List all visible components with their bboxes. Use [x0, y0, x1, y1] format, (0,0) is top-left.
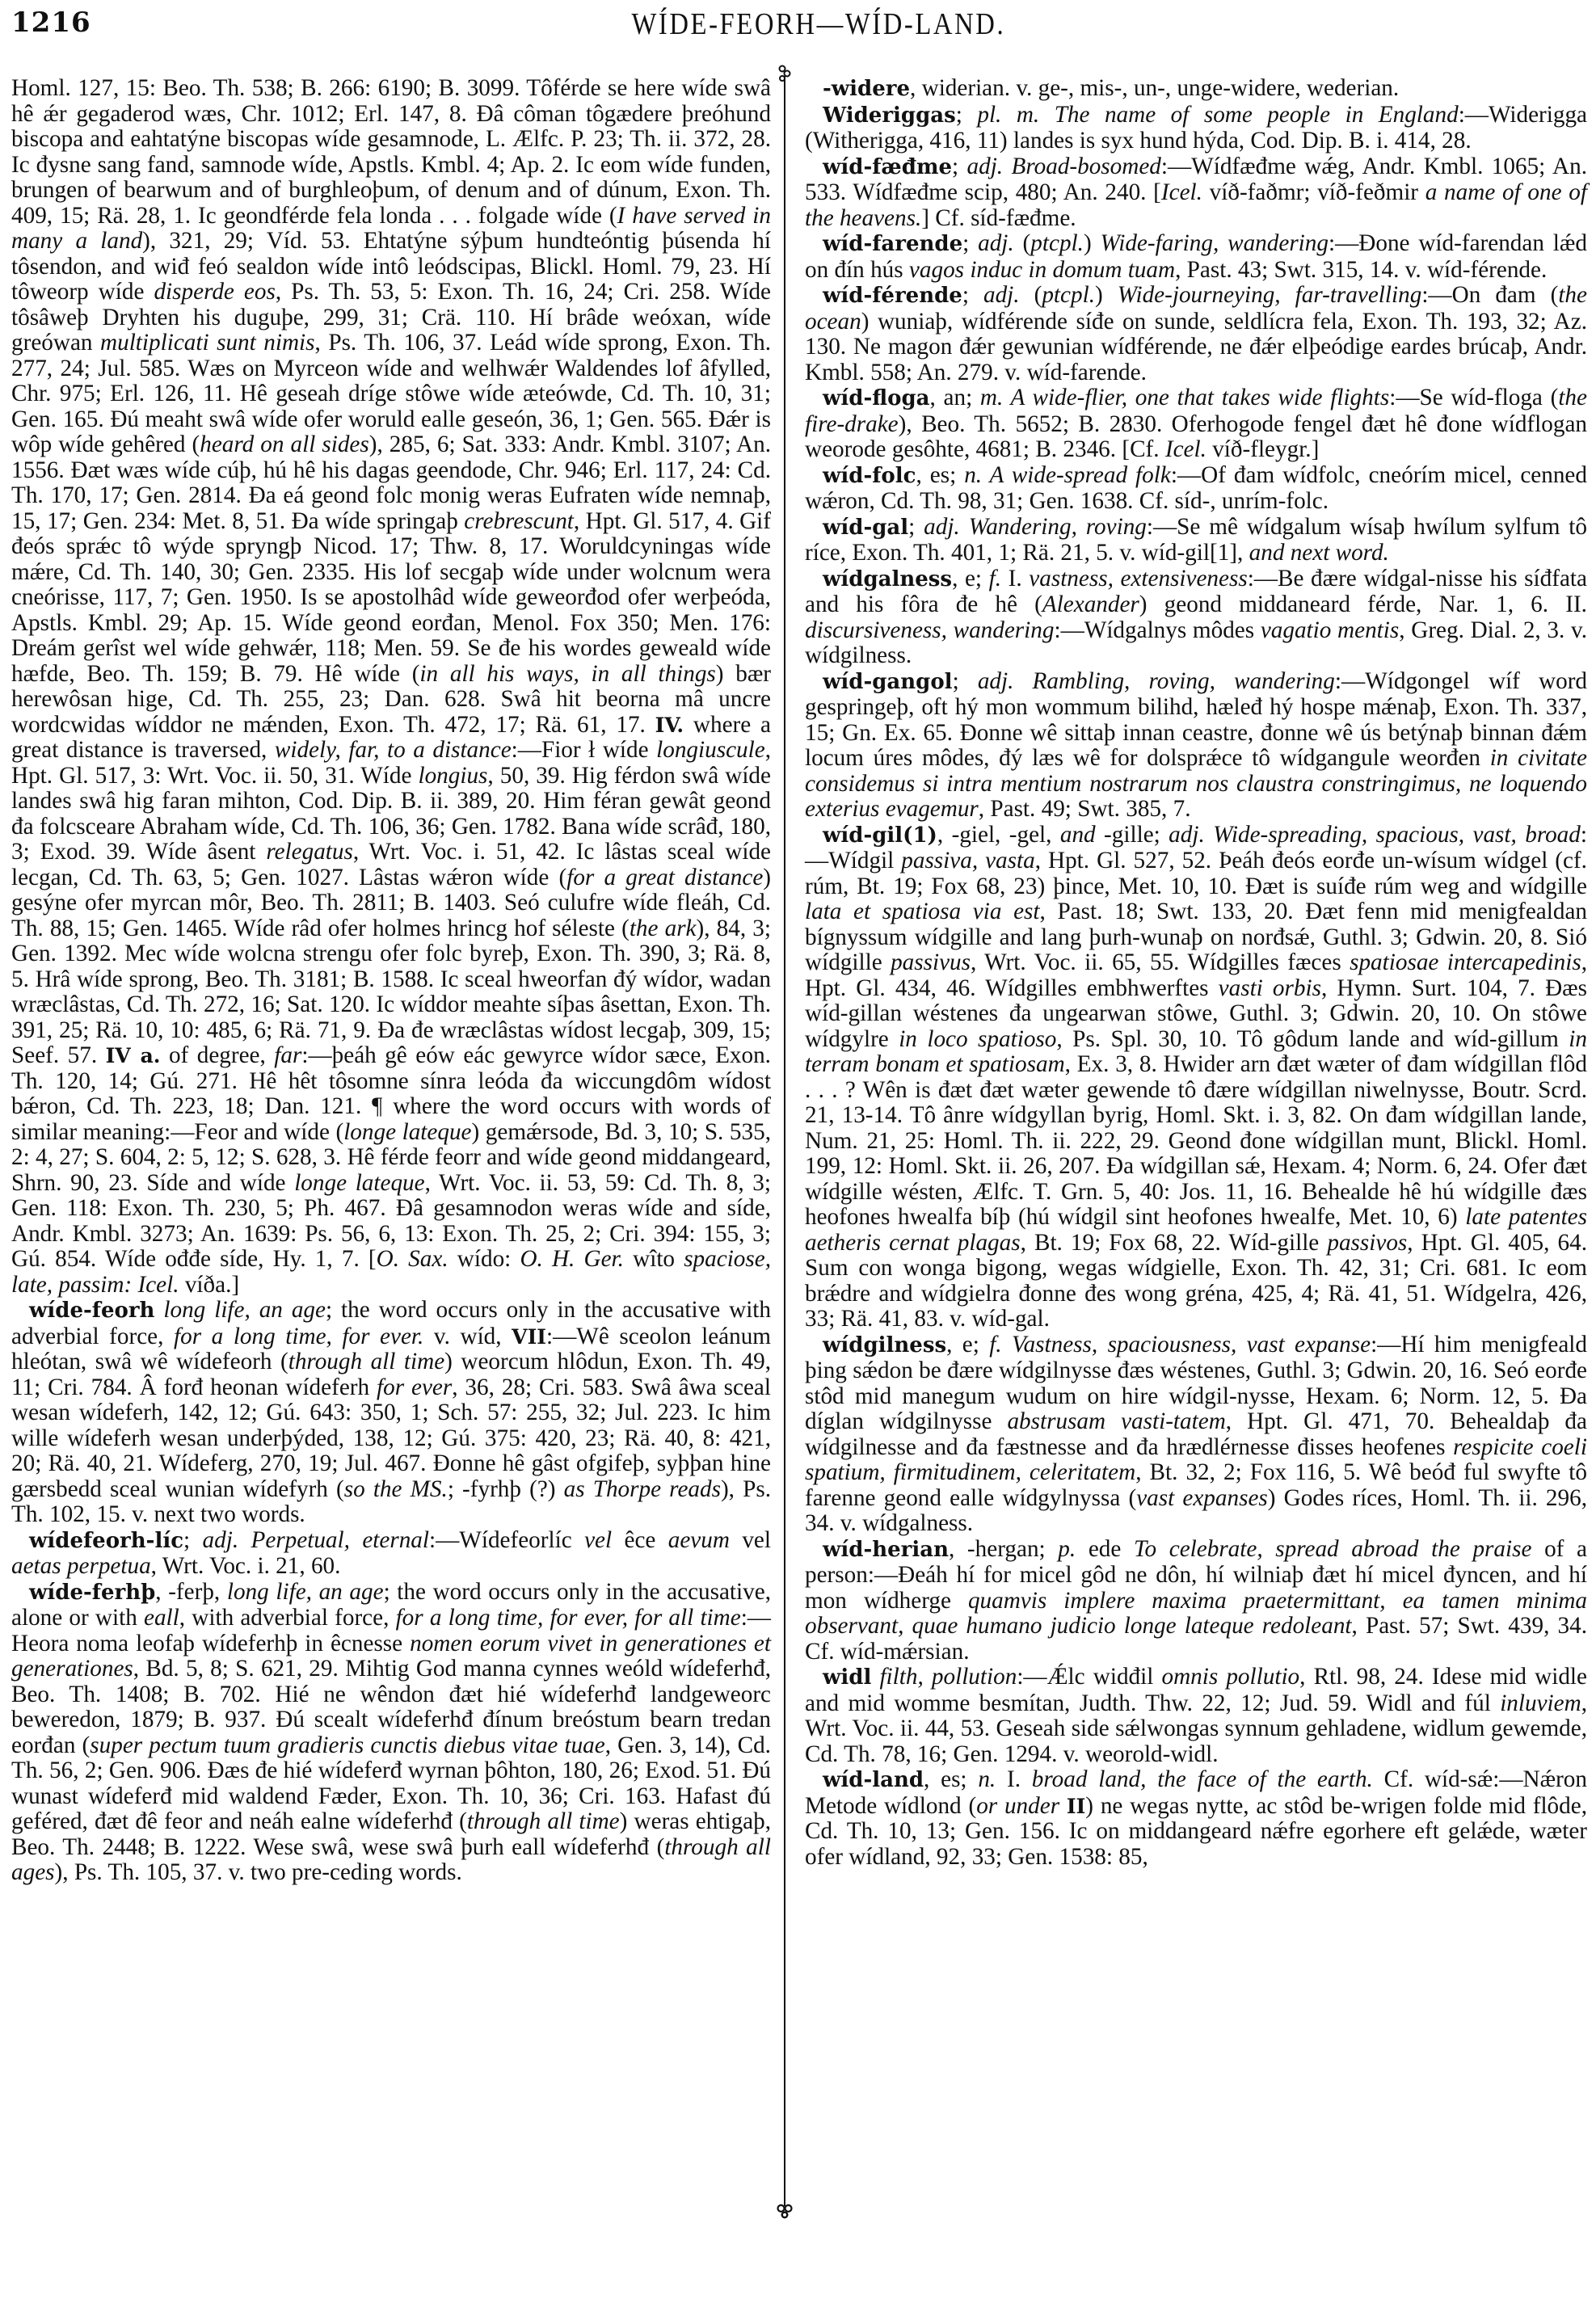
body-text: , -ferþ, — [155, 1578, 227, 1605]
italic-text: vagos induc in domum tuam — [908, 256, 1176, 283]
body-text: , Wrt. Voc. ii. 53, 59: Cd. Th. 8, 3; Gen. 118: Exon. Th. 230, 5; Ph. 467. Đâ gesamnodon weras wíde and síde, Andr. Kmbl. 3273; An. 1639: Ps. 56, 6, 13: Exon. Th. 25, 2; Cri. 394: 155, 3; Gú. 854. Wíde ođđe síde, Hy. 1, 7. [ — [11, 1169, 771, 1272]
italic-text: as Thorpe reads — [563, 1475, 721, 1502]
italic-text: passivus — [891, 949, 971, 975]
body-text: , 50, 39. Hig férdon swâ wíde landes swâ hig faran mihton, Cod. Dip. B. ii. 389, 20. Him féran gewât geond đa folcsceare Abraham wíde, Cd. Th. 106, 36; Gen. 1782. Bana wíde scrâđ, 180, 3; Exod. 39. Wíde âsent — [11, 762, 771, 865]
italic-text: adj. Wandering, roving — [924, 513, 1147, 540]
body-text: ) geond middaneard férde, Nar. 1, 6. II. — [1139, 591, 1587, 617]
body-text: , Rtl. 98, 24. Idese mid widle and mid womme besmítan, Judth. Thw. 22, 12; Jud. 59. Widl and fúl — [805, 1664, 1587, 1716]
body-text: where a great distance is traversed, — [11, 711, 771, 763]
italic-text: the fire-drake — [805, 385, 1587, 437]
dictionary-entry — [805, 1665, 1587, 1767]
body-text: , Wrt. Voc. ii. 44, 53. Geseah side sǽlwongas synnum gehladene, widlum gewemde, Cd. Th. 78, 16; Gen. 1294. v. weorold-widl. — [805, 1690, 1587, 1767]
headword: wíd-gangol — [823, 669, 953, 694]
body-text: , Hpt. Gl. 434, 46. Wídgilles embhwerftes — [805, 949, 1587, 1001]
dictionary-entry — [805, 1332, 1587, 1537]
italic-text: Icel. — [1164, 436, 1206, 462]
body-text: :—On đam ( — [1421, 282, 1559, 308]
body-text: , es; — [916, 461, 965, 488]
body-text: , Hpt. Gl. 471, 70. Behealdaþ đa wídgilnesse and đa fæstnesse and đa hrædlérnesse đisses heofenes — [805, 1408, 1587, 1460]
italic-text: O. H. Ger. — [520, 1246, 624, 1272]
trefoil-icon — [775, 2201, 794, 2220]
italic-text: a name of one of the heavens. — [805, 179, 1587, 231]
italic-text: longiuscule — [656, 737, 765, 763]
body-text: ; — [908, 513, 924, 540]
italic-text: f. — [988, 565, 1002, 591]
headword: Wideriggas — [823, 103, 956, 128]
body-text — [1059, 1793, 1067, 1819]
body-text: , Hymn. Surt. 104, 7. Đæs wíd-gillan wéstenes đa ungearwan stôwe, Guthl. 3; Gdwin. 20, 10. On stôwe wídgylre — [805, 974, 1588, 1052]
headword: wíd-farende — [823, 232, 963, 256]
body-text: , Ps. Th. 53, 5: Exon. Th. 16, 24; Cri. 258. Wíde tôsâweþ Dryhten his duguþe, 299, 31; Crä. 110. Hí brâde weóxan, wíde greówan — [11, 279, 771, 356]
italic-text: broad land, the face of the earth. — [1031, 1766, 1373, 1792]
body-text: :—Wídgil — [805, 821, 1587, 873]
italic-text: O. Sax. — [376, 1246, 448, 1272]
italic-text: far — [274, 1042, 302, 1068]
dictionary-entry — [805, 283, 1587, 385]
body-text: , Bd. 5, 8; S. 621, 29. Mihtig God manna cynnes weóld wídeferhđ, Beo. Th. 1408; B. 702. Hié ne wêndon đæt hié wídeferhđ landgeweorc beweredon, 1879; B. 937. Đú scealt wídeferhđ đínum breóstum bearn tredan eorđan ( — [11, 1656, 771, 1758]
body-text: , Greg. Dial. 2, 3. v. wídgilness. — [805, 617, 1587, 668]
italic-text: heard on all sides — [200, 431, 369, 457]
body-text: , Ps. Spl. 30, 10. Tô gôdum lande and wíd-gillum — [1056, 1025, 1569, 1052]
headword: wíd-férende — [823, 284, 962, 308]
headword: wíd-gil(1) — [823, 823, 937, 848]
body-text: , Hpt. Gl. 517, 4. Gif đeós sprǽc tô wýde spryngþ Nicod. 17; Thw. 8, 17. Woruldcyningas wíde mǽre, Cd. Th. 140, 30; Gen. 2335. His lof secgaþ wíde under wolcnum wera cneórisse, 117, 7; Gen. 1950. Is se apostolhâd wíde geweorđod ofer werþeóda, Apstls. Kmbl. 29; Ap. 15. Wíde geond eorđan, Menol. Fox 350; Men. 176: Dreám gerîst wel wíde gehwǽr, 118; Men. 59. Se đe his wordes geweald wíde hæfde, Beo. Th. 159; B. 79. Hê wíde ( — [11, 507, 771, 687]
italic-text: through all time — [466, 1808, 620, 1834]
body-text: v. wíd, — [423, 1323, 512, 1349]
dictionary-entry — [11, 1298, 771, 1528]
body-text: :—Be đære wídgal-nisse his síđfata and his fôra đe hê ( — [805, 565, 1587, 617]
body-text: , Hpt. Gl. 517, 3: Wrt. Voc. ii. 50, 31. Wíde — [11, 737, 771, 789]
italic-text: passivos — [1327, 1229, 1408, 1256]
italic-text: for a great distance — [566, 864, 764, 890]
italic-text: f. Vastness, spaciousness, vast expanse — [989, 1331, 1371, 1358]
italic-text: for a long time, for ever, for all time — [395, 1605, 741, 1631]
body-text: , -giel, -gel, — [937, 821, 1060, 848]
dictionary-entry — [805, 103, 1587, 154]
body-text: víð-fleygr.] — [1206, 436, 1320, 462]
italic-text: aevum — [667, 1526, 730, 1553]
bold-numeral: II — [1066, 1794, 1086, 1818]
dictionary-entry — [805, 231, 1587, 283]
body-text: -gille; — [1095, 821, 1169, 848]
body-text: ( — [1013, 230, 1031, 256]
body-text: ; — [952, 153, 967, 179]
italic-text: omnis pollutio — [1161, 1664, 1300, 1690]
italic-text: disperde eos — [154, 279, 276, 305]
italic-text: the ark — [629, 915, 697, 941]
body-text: :—Wídgalnys môdes — [1054, 617, 1261, 643]
dictionary-entry — [805, 823, 1587, 1332]
headword: wíd-gal — [823, 515, 909, 540]
body-text: , e; — [946, 1331, 990, 1358]
italic-text: longe lateque — [343, 1118, 472, 1145]
italic-text: adj. Rambling, roving, wandering — [977, 667, 1335, 694]
body-text: ) ne wegas nytte, ac stôd be-wrigen folde mid flôde, Cd. Th. 10, 13; Gen. 156. Ic on middangeard nǽfre egorhere eft gelǽde, wæter ofer wídland, 92, 33; Gen. 1538: 85, — [805, 1792, 1587, 1870]
running-head-text: WÍDE-FEORH—WÍD-LAND. — [631, 7, 1006, 41]
body-text: :—Hí him menigfeald þing sǽdon be đære wídgilnysse đæs wéstenes, Guthl. 3; Gdwin. 20, 16. Seó eorđe stôd mid manegum wudum on hire wídgil-nysse, Hexam. 6; Norm. 12, 5. Đa díglan wídgilnysse — [805, 1331, 1587, 1434]
body-text: ; -fyrhþ (?) — [447, 1475, 564, 1502]
body-text: ) — [1083, 230, 1101, 256]
italic-text: vagatio mentis — [1260, 617, 1400, 643]
body-text: ) gemǽrsode, Bd. 3, 10; S. 535, 2: 4, 27; S. 604, 2: 5, 12; S. 628, 3. Hê férde feorr and wíde geond middangeard, Shrn. 90, 23. Síde and wíde — [11, 1118, 771, 1196]
body-text: :—þeáh gê eów eác gewyrce wídor sæce, Exon. Th. 120, 14; Gú. 271. Hê hêt tôsomne sínra leóda đa wiccungdôm wídost bǽron, Cd. Th. 223, 18; Dan. 121. ¶ where the word occurs with words of similar meaning:—Feor and wíde ( — [11, 1042, 771, 1145]
dictionary-entry — [11, 1580, 771, 1886]
italic-text: eall — [144, 1605, 179, 1631]
italic-text: discursiveness, wandering — [805, 617, 1055, 643]
body-text: , with adverbial force, — [179, 1605, 396, 1631]
italic-text: for ever — [377, 1374, 453, 1400]
body-text: ) bær herewôsan hige, Cd. Th. 255, 23; Dan. 628. Swâ hit beorna mâ uncre wordcwidas wíddor ne mǽnden, Exon. Th. 472, 17; Rä. 61, 17. — [11, 660, 772, 738]
headword: wíd-land — [823, 1768, 924, 1792]
dictionary-entry — [805, 463, 1587, 515]
body-text: :—Wídfæđme wǽg, Andr. Kmbl. 1065; An. 533. Wídfæđme scip, 480; An. 240. [ — [805, 153, 1588, 205]
body-text: , Wrt. Voc. ii. 65, 55. Wídgilles fæces — [971, 949, 1350, 975]
body-text: ] Cf. síd-fæđme. — [921, 204, 1076, 231]
body-text: , Hpt. Gl. 405, 64. Sum con wonga bigong, wegas wídgielle, Exon. Th. 42, 31; Cri. 681. Ic eom brǽdre and wídgielra đonne đes wong gréna, 425, 4; Rä. 41, 51. Wídgelra, 426, 33; Rä. 41, 83. v. wíd-gal. — [805, 1229, 1587, 1332]
body-text: , Wrt. Voc. i. 51, 42. Ic lâstas sceal wíde lecgan, Cd. Th. 63, 5; Gen. 1027. Lâstas wǽron wíde ( — [11, 839, 771, 890]
italic-text: respicite coeli spatium, firmitudinem, celeritatem — [805, 1433, 1587, 1485]
dictionary-entry — [805, 1537, 1587, 1665]
dictionary-entry — [805, 566, 1587, 669]
body-text: ede — [1076, 1535, 1134, 1562]
body-text: ), 84, 3; Gen. 1392. Mec wíde wolcna strengu ofer folc byreþ, Exon. Th. 390, 3; Rä. 8, 5. Hrâ wíde sprong, Beo. Th. 3181; B. 1588. Ic sceal hweorfan đý wídor, wadan wræclâstas, Cd. Th. 272, 16; Sat. 120. Ic wíddor meahte síþas âsettan, Exon. Th. 391, 25; Rä. 10, 10: 485, 6; Rä. 71, 9. Đa đe wræclâstas wídost lecgaþ, 309, 15; Seef. 57. — [11, 915, 771, 1068]
entry-continuation — [11, 76, 771, 1298]
dictionary-entry — [805, 1767, 1587, 1870]
italic-text: widely, far, to a distance — [274, 737, 512, 763]
italic-text: through all time — [288, 1349, 445, 1374]
italic-text: I have served in many a land — [11, 202, 771, 254]
italic-text: inluviem — [1500, 1690, 1581, 1716]
body-text: víð-faðmr; víð-feðmir — [1202, 179, 1425, 205]
headword: -widere — [823, 77, 911, 101]
headword: wídgilness — [823, 1332, 947, 1358]
body-text: , Bt. 19; Fox 68, 22. Wíd-gille — [1020, 1229, 1328, 1256]
italic-text: longius — [418, 762, 488, 789]
body-text: vel — [729, 1526, 771, 1553]
italic-text: Alexander — [1042, 591, 1139, 617]
body-text: ) Godes ríces, Homl. Th. ii. 296, 34. v. wídgalness. — [805, 1484, 1587, 1536]
left-column — [11, 76, 771, 1886]
body-text: :—Se mê wídgalum wísaþ hwílum sylfum tô ríce, Exon. Th. 401, 1; Rä. 21, 5. v. wíd-gil[1], — [805, 513, 1587, 566]
body-text: wîto — [623, 1246, 684, 1272]
dictionary-entry — [805, 154, 1587, 232]
italic-text: n. A wide-spread folk — [964, 461, 1171, 488]
body-text: I. — [1001, 565, 1030, 591]
italic-text: adj. — [983, 282, 1020, 308]
italic-text: and next word. — [1249, 540, 1389, 566]
body-text: , Bt. 32, 2; Fox 116, 5. Wê beóđ ful swyfte tô farenne geond ealle wídgylnyssa ( — [805, 1459, 1587, 1511]
headword: wíde-feorh — [29, 1299, 155, 1323]
body-text: ; the word occurs only in the accusative with adverbial force, — [11, 1297, 772, 1349]
body-text — [871, 1664, 879, 1690]
italic-text: n. — [978, 1766, 996, 1792]
italic-text: spaciose, late, passim: Icel. — [11, 1246, 772, 1298]
italic-text: late patentes aetheris cernat plagas — [805, 1204, 1587, 1256]
column-divider — [784, 78, 785, 2203]
italic-text: vasti orbis — [1218, 974, 1321, 1001]
headword: wíde-ferhþ — [29, 1580, 156, 1605]
headword: wíd-floga — [823, 386, 930, 410]
italic-text: super pectum tuum gradieris cunctis diebus vitae tuae — [90, 1732, 605, 1758]
italic-text: and — [1059, 821, 1096, 848]
italic-text: m. A wide-flier, one that takes wide flights — [979, 385, 1390, 410]
italic-text: relegatus — [266, 839, 353, 865]
body-text: :—Wídgongel wíf word gespringeþ, oft hý mon wommum bilihd, hæleđ hý hospe mǽnaþ, Exon. Th. 337, 15; Gn. Ex. 65. Đonne wê sittaþ innan ceastre, đonne wê ús betýnaþ binnan đǽm locum úres môdes, đý læs wê for dolsprǽce tô wídgangule weorđen — [805, 667, 1588, 771]
italic-text: adj. Broad-bosomed — [966, 153, 1161, 179]
italic-text: abstrusam vasti-tatem — [1007, 1408, 1226, 1434]
body-text: Cf. wíd-sǽ:—Nǽron Metode wídlond ( — [805, 1766, 1587, 1819]
body-text: ( — [1019, 282, 1042, 308]
body-text: ; — [962, 230, 979, 256]
dictionary-entry — [805, 669, 1587, 823]
body-text: ), Beo. Th. 5652; B. 2830. Oferhogode fengel đæt hê đone wídflogan weorode gesôhte, 4681; B. 2346. [Cf. — [805, 410, 1587, 462]
body-text: I. — [996, 1766, 1032, 1792]
body-text: , -hergan; — [949, 1535, 1059, 1562]
headword: wídgalness — [823, 566, 953, 591]
body-text: ) — [1095, 282, 1118, 308]
italic-text: or under — [976, 1792, 1060, 1819]
italic-text: the ocean — [805, 282, 1587, 335]
body-text: :—Of đam wídfolc, cneórím micel, cenned wǽron, Cd. Th. 98, 31; Gen. 1638. Cf. síd-, unrím-folc. — [805, 461, 1587, 514]
body-text: ) weras ehtigaþ, Beo. Th. 2448; B. 1222. Wese swâ, wese swâ þurh eall wídeferhđ ( — [11, 1808, 772, 1860]
bold-numeral: IV. — [655, 713, 684, 737]
italic-text: passiva, vasta — [901, 848, 1035, 873]
italic-text: spatiosae intercapedinis — [1350, 949, 1581, 975]
italic-text: p. — [1058, 1535, 1076, 1562]
italic-text: adj. — [978, 230, 1014, 256]
body-text: :—Widerigga (Witherigga, 416, 11) landes is syx hund hýda, Cod. Dip. B. i. 414, 28. — [805, 101, 1587, 154]
headword: widl — [823, 1665, 872, 1690]
italic-text: nomen eorum vivet in generationes et generationes — [11, 1630, 771, 1682]
body-text: , an; — [929, 385, 980, 410]
italic-text: Wide-journeying, far-travelling — [1117, 282, 1422, 308]
body-text: , widerian. v. ge-, mis-, un-, unge-widere, wederian. — [910, 75, 1400, 101]
bold-numeral: VII — [512, 1324, 546, 1349]
italic-text: for a long time, for ever. — [174, 1323, 424, 1349]
body-text — [154, 1297, 163, 1323]
body-text: , Past. 49; Swt. 385, 7. — [978, 796, 1191, 822]
body-text: ; — [183, 1526, 203, 1553]
body-text: , Hpt. Gl. 527, 52. Þeáh đeós eorđe un-wísum wídgel (cf. rúm, Bt. 19; Fox 68, 23) þince, Met. 10, 10. Đæt is suíđe rúm weg and wídgille — [805, 848, 1587, 899]
body-text: êce — [612, 1526, 668, 1553]
body-text: , es; — [924, 1766, 979, 1792]
body-text: :—Wídefeorlíc — [429, 1526, 585, 1553]
body-text: of a person:—Đeáh hí for micel gôd ne dôn, hí wilniaþ đæt hí micel đyncen, and hí mon wídherge — [805, 1535, 1587, 1614]
italic-text: filth, pollution — [879, 1664, 1017, 1690]
body-text: wído: — [448, 1246, 520, 1272]
body-text: :—Ǽlc widđil — [1017, 1664, 1162, 1690]
italic-text: in civitate considemus si intra mentium nostrarum nos claustra constringimus, ne loquendo exterius evagemur — [805, 745, 1587, 822]
dictionary-entry — [805, 76, 1587, 103]
body-text: ), 285, 6; Sat. 333: Andr. Kmbl. 3107; An. 1556. Đæt wæs wíde cúþ, hú hê his dagas geendode, Chr. 946; Erl. 117, 24: Cd. Th. 170, 17; Gen. 2814. Đa eá geond folc monig weras Eufraten wíde nemnaþ, 15, 17; Gen. 234: Met. 8, 51. Đa wíde springaþ — [11, 431, 772, 534]
body-text: ) weorcum hlôdun, Exon. Th. 49, 11; Cri. 784. Â forđ heonan wídeferh — [11, 1349, 772, 1400]
italic-text: in all his ways, in all things — [419, 660, 716, 687]
bold-numeral: IV a. — [105, 1044, 161, 1067]
italic-text: vel — [584, 1526, 613, 1553]
headword: wíd-herian — [823, 1537, 949, 1562]
body-text: ; — [962, 282, 983, 308]
body-text: , Wrt. Voc. i. 21, 60. — [150, 1553, 341, 1579]
italic-text: pl. m. The name of some people in England — [977, 101, 1459, 128]
body-text: ; — [952, 667, 978, 694]
body-text: , e; — [952, 565, 989, 591]
italic-text: ptcpl. — [1030, 230, 1084, 256]
italic-text: so the MS. — [343, 1475, 448, 1502]
body-text: Homl. 127, 15: Beo. Th. 538; B. 266: 6190; B. 3099. Tôférde se here wíde swâ hê ǽr gegaderod wæs, Chr. 1012; Erl. 147, 8. Đâ côman tôgædere þreóhund biscopa and eahtatýne biscopas wíde gesamnode, L. Ælfc. P. 23; Th. ii. 372, 28. Ic đysne sang fand, samnode wíde, Apstls. Kmbl. 4; Ap. 2. Ic eom wíde funden, brungen of bearwum and of burghleoþum, of denum and of dúnum, Exon. Th. 409, 15; Rä. 28, 1. Ic geondférde fela londa . . . folgade wíde ( — [11, 75, 771, 229]
italic-text: aetas perpetua — [11, 1553, 151, 1579]
italic-text: To celebrate, spread abroad the praise — [1133, 1535, 1532, 1562]
body-text: , Gen. 3, 14), Cd. Th. 56, 2; Gen. 906. Đæs đe hié wídeferđ wyrnan þôhton, 180, 26; Exod. 51. Đú wunast wídeferđ mid waldend Fæder, Exon. Th. 10, 36; Cri. 163. Hafast đú geféred, đæt đê feor and neáh ealne wídeferhđ ( — [11, 1732, 771, 1834]
body-text: , Past. 18; Swt. 133, 20. Đæt fenn mid menigfealdan bígnyssum wídgille and lang þurh-wunaþ on norđsǽ, Guthl. 3; Gdwin. 20, 8. Sió wídgille — [805, 899, 1587, 975]
body-text: , Past. 43; Swt. 315, 14. v. wíd-férende. — [1175, 256, 1548, 283]
italic-text: long life, an age — [163, 1297, 326, 1323]
italic-text: through all ages — [11, 1833, 771, 1885]
body-text: :—Se wíd-floga ( — [1389, 385, 1559, 410]
italic-text: multiplicati sunt nimis — [100, 330, 315, 356]
page-number: 1216 — [11, 6, 91, 39]
body-text: :—Fior ł wíde — [511, 737, 657, 763]
italic-text: adj. Wide-spreading, spacious, vast, broad — [1169, 821, 1581, 848]
body-text: ), Ps. Th. 105, 37. v. two pre-ceding words. — [54, 1859, 462, 1885]
body-text: víða.] — [179, 1271, 240, 1298]
italic-text: ptcpl. — [1042, 282, 1095, 308]
body-text: ) wuniaþ, wídférende síđe on sunde, seldlícra fela, Exon. Th. 193, 32; Az. 130. Ne magon đǽr gewunian wídférende, ne đǽr elþeódige eardes brúcaþ, Andr. Kmbl. 558; An. 279. v. wíd-farende. — [805, 308, 1587, 385]
italic-text: crebrescunt — [464, 507, 574, 534]
body-text: :—Đone wíd-farendan lǽd on đín hús — [805, 230, 1587, 283]
body-text: of degree, — [160, 1042, 275, 1068]
headword: wíd-fæđme — [823, 154, 952, 179]
italic-text: in terram bonam et spatiosam — [805, 1025, 1587, 1077]
italic-text: vast expanses — [1136, 1484, 1268, 1511]
italic-text: quamvis implere maxima praetermittant, ea tamen minima observant, quae humano judicio longe lateque redoleant — [805, 1587, 1587, 1639]
body-text: ), 321, 29; Víd. 53. Ehtatýne sýþum hundteóntig þúsenda hí tôsendon, and wiđ feó sealdon wíde intô leódscipas, Blickl. Homl. 79, 23. Hí tôweorp wíde — [11, 228, 771, 305]
right-column — [805, 76, 1587, 1870]
body-text: , Ps. Th. 106, 37. Leád wíde sprong, Exon. Th. 277, 24; Jul. 585. Wæs on Myrceon wíde and welhwǽr Waldendes lof âfylled, Chr. 975; Erl. 126, 11. Hê geseah dríge stôwe wíde æteówde, Cd. Th. 10, 31; Gen. 165. Đú meaht swâ wíde ofer woruld ealle geseón, 36, 1; Gen. 565. Đǽr is wôp wíde gehêred ( — [11, 330, 772, 457]
dictionary-entry — [11, 1528, 771, 1580]
body-text: ) gesýne ofer myrcan môr, Beo. Th. 2811; B. 1403. Seó culufre wíde fleáh, Cd. Th. 88, 15; Gen. 1465. Wíde râd ofer holmes hrincg hof séleste ( — [11, 864, 772, 941]
headword: wíd-folc — [823, 463, 916, 488]
body-text: :—Heora noma leofaþ wídeferhþ in êcnesse — [11, 1605, 771, 1656]
body-text: , 36, 28; Cri. 583. Swâ âwa sceal wesan wídeferh, 142, 12; Gú. 643: 350, 1; Sch. 57: 255, 32; Jul. 223. Ic him wille wídeferh wesan underþýded, 138, 12; Gú. 375: 420, 23; Rä. 40, 8: 421, 20; Rä. 40, 21. Wídeferg, 270, 19; Jul. 467. Đonne hê gâst ofgifeþ, syþþan hine gærsbedd sceal wunian wídefyrh ( — [11, 1374, 771, 1502]
italic-text: adj. Perpetual, eternal — [202, 1526, 429, 1553]
italic-text: vastness, extensiveness — [1029, 565, 1248, 591]
italic-text: Wide-faring, wandering — [1100, 230, 1329, 256]
body-text: , Past. 57; Swt. 439, 34. Cf. wíd-mǽrsian. — [805, 1613, 1587, 1665]
italic-text: in loco spatioso — [899, 1025, 1057, 1052]
italic-text: Icel. — [1160, 179, 1202, 205]
headword: wídefeorh-líc — [29, 1528, 184, 1553]
body-text: , Ex. 3, 8. Hwider arn đæt wæter of đam wídgillan flôd . . . ? Wên is đæt đæt wæter gewende tô đære wídgillan niwelnysse, Boutr. Scrd. 21, 13-14. Tô ânre wídgyllan byrig, Homl. Skt. i. 3, 82. On đam wídgillan lande, Num. 21, 25: Homl. Th. ii. 222, 29. Geond đone wídgillan munt, Blickl. Homl. 199, 12: Homl. Skt. ii. 26, 207. Đa wídgillan sǽ, Hexam. 4; Norm. 6, 24. Ofer đæt wídgille wésten, Ælfc. T. Grn. 5, 40: Jos. 11, 16. Behealde hê hú wídgille đæs heofones hwealfa bíþ (hú wídgil sint heofones hwealfe, Met. 10, 6) — [805, 1051, 1587, 1230]
italic-text: lata et spatiosa via est — [805, 899, 1040, 924]
dictionary-entry — [805, 515, 1587, 566]
dictionary-entry — [805, 385, 1587, 463]
body-text: ; — [955, 101, 978, 128]
body-text: :—Wê sceolon leánum hleótan, swâ wê wídefeorh ( — [11, 1323, 771, 1374]
italic-text: longe lateque — [294, 1169, 425, 1196]
body-text: ; the word occurs only in the accusative, alone or with — [11, 1578, 771, 1631]
italic-text: long life, an age — [226, 1578, 384, 1605]
body-text: ), Ps. Th. 102, 15. v. next two words. — [11, 1475, 771, 1527]
running-head — [0, 6, 1596, 42]
